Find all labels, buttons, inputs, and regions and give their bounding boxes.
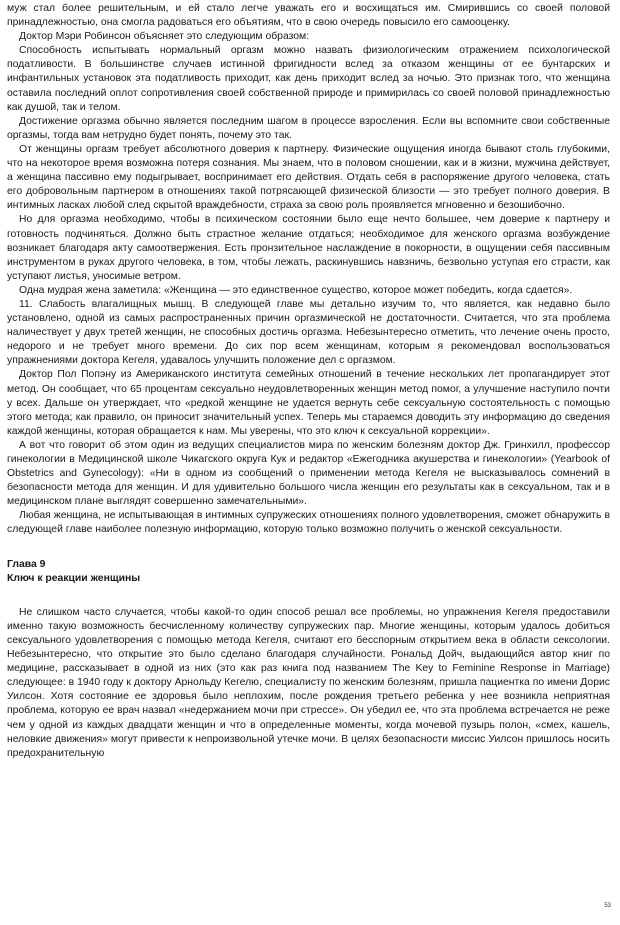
paragraph: Любая женщина, не испытывающая в интимных супружеских отношениях полного удовлетворения, сможет обнаружить в следующей главе наиболее полезную информацию, которую только возможно получить о женской сексуальности.	[7, 510, 610, 536]
paragraph: Доктор Пол Попэну из Американского института семейных отношений в течение нескольких лет пропагандирует этот метод. Он сообщает, что 65 процентам сексуально неудовлетворенных женщин метод помог, а улучшение наступило почти у всех. Дальше он утверждает, что «редкой женщине не удается вернуть себе сексуальную состоятельность с помощью этого метода; как правило, он приносит значительный успех. Теперь мы стараемся доводить эту информацию до сведения каждой женщины, которая обращается к нам. Мы уверены, что это ключ к сексуальной коррекции».	[7, 369, 610, 437]
paragraph: Способность испытывать нормальный оргазм можно назвать физиологическим отражением психологической податливости. В большинстве случаев истинной фригидности вслед за отказом женщины от ее бунтарских и инфантильных установок эта податливость приходит, как день приходит вслед за ночью. Это признак того, что женщина оставила последний оплот сопротивления своей собственной природе и примирилась со своей половой принадлежностью как душой, так и телом.	[7, 45, 610, 113]
paragraph: А вот что говорит об этом один из ведущих специалистов мира по женским болезням доктор Дж. Гринхилл, профессор гинекологии в Медицинской школе Чикагского округа Кук и редактор «Ежегодника акушерства и гинекологии» (Yearbook of Obstetrics and Gynecology): «Ни в одном из сообщений о применении метода Кегеля не высказывалось сомнений в безопасности метода для женщин. И для удивительно большого числа женщин его результаты как в сексуальном, так и в медицинском плане выглядят совершенно замечательными».	[7, 439, 610, 508]
chapter-title: Ключ к реакции женщины	[7, 572, 141, 584]
paragraph: Доктор Мэри Робинсон объясняет это следующим образом:	[19, 31, 310, 43]
paragraph: муж стал более решительным, и ей стало легче уважать его и восхищаться им. Смирившись со своей половой принадлежностью, она смогла радоваться его объятиям, что в свою очередь повысило его самооценку.	[7, 3, 610, 29]
paragraph: От женщины оргазм требует абсолютного доверия к партнеру. Физические ощущения иногда бывают столь глубокими, что на некоторое время возможна потеря сознания. Мы знаем, что в половом сношении, как и в жизни, мужчина действует, а женщина пассивно ему подыгрывает, воспринимает его действия. Отдать себя в распоряжение другого человека, стать его добровольным партнером в отношениях такой потрясающей физической близости — это требует полного доверия. В интимных ласках любой след скрытой враждебности, страха за свою роль проявляется мгновенно и безошибочно.	[7, 143, 610, 212]
page-number: 53	[604, 902, 611, 909]
paragraph: Достижение оргазма обычно является последним шагом в процессе взросления. Если вы вспомните свои собственные оргазмы, тогда вам нетрудно будет понять, почему это так.	[7, 115, 610, 141]
paragraph: 11. Слабость влагалищных мышц. В следующей главе мы детально изучим то, что является, как недавно было установлено, одной из самых распространенных причин оргазмической не достаточности. Считается, что эта проблема наличествует у двух третей женщин, не способных достичь оргазма. Небезынтересно отметить, что лечение очень просто, недорого и не требует много времени. До сих пор всем женщинам, которым я рекомендовал воспользоваться упражнениями доктора Кегеля, удавалось улучшить положение дел с оргазмом.	[7, 298, 610, 367]
paragraph: Но для оргазма необходимо, чтобы в психическом состоянии было еще нечто большее, чем доверие к партнеру и готовность подчиняться. Должно быть страстное желание отдаться; необходимое для женского оргазма возбуждение возникает благодаря акту самоотвержения. Есть пронзительное наслаждение в покорности, в ощущении себя пассивным инструментом в руках другого человека, в том, чтобы лежать, раскинувшись навзничь, безвольно уступая его страсти, как уступают листья, уносимые ветром.	[7, 214, 610, 282]
chapter-number: Глава 9	[7, 558, 46, 570]
paragraph: Не слишком часто случается, чтобы какой-то один способ решал все проблемы, но упражнения Кегеля предоставили именно такую возможность бесчисленному количеству супружеских пар. Многие женщины, которым удалось добиться сексуального удовлетворения с помощью метода Кегеля, считают его бесспорным открытием века в области сексологии. Небезынтересно, что открытие это было сделано благодаря случайности. Рональд Дойч, выдающийся автор книг по медицине, рассказывает в одной из них (это как раз книга под названием The Key to Feminine Response in Marriage) следующее: в 1940 году к доктору Арнольду Кегелю, специалисту по женским болезням, пришла пациентка по имени Дорис Уилсон. Хотя состояние ее здоровья было неплохим, после рождения третьего ребенка у нее возникла неприятная проблема, которую ее врач назвал «недержанием мочи при стрессе». Он убедил ее, что эта проблема встречается не реже чем у одной из каждых двадцати женщин и что в определенные моменты, когда мочевой пузырь полон, «смех, кашель, неловкие движения» могут привести к непроизвольной утечке мочи. В целях безопасности миссис Уилсон пришлось носить предохранительную	[7, 606, 610, 759]
paragraph: Одна мудрая жена заметила: «Женщина — это единственное существо, которое может победить, когда сдается».	[19, 284, 573, 296]
chapter-heading	[7, 558, 610, 586]
